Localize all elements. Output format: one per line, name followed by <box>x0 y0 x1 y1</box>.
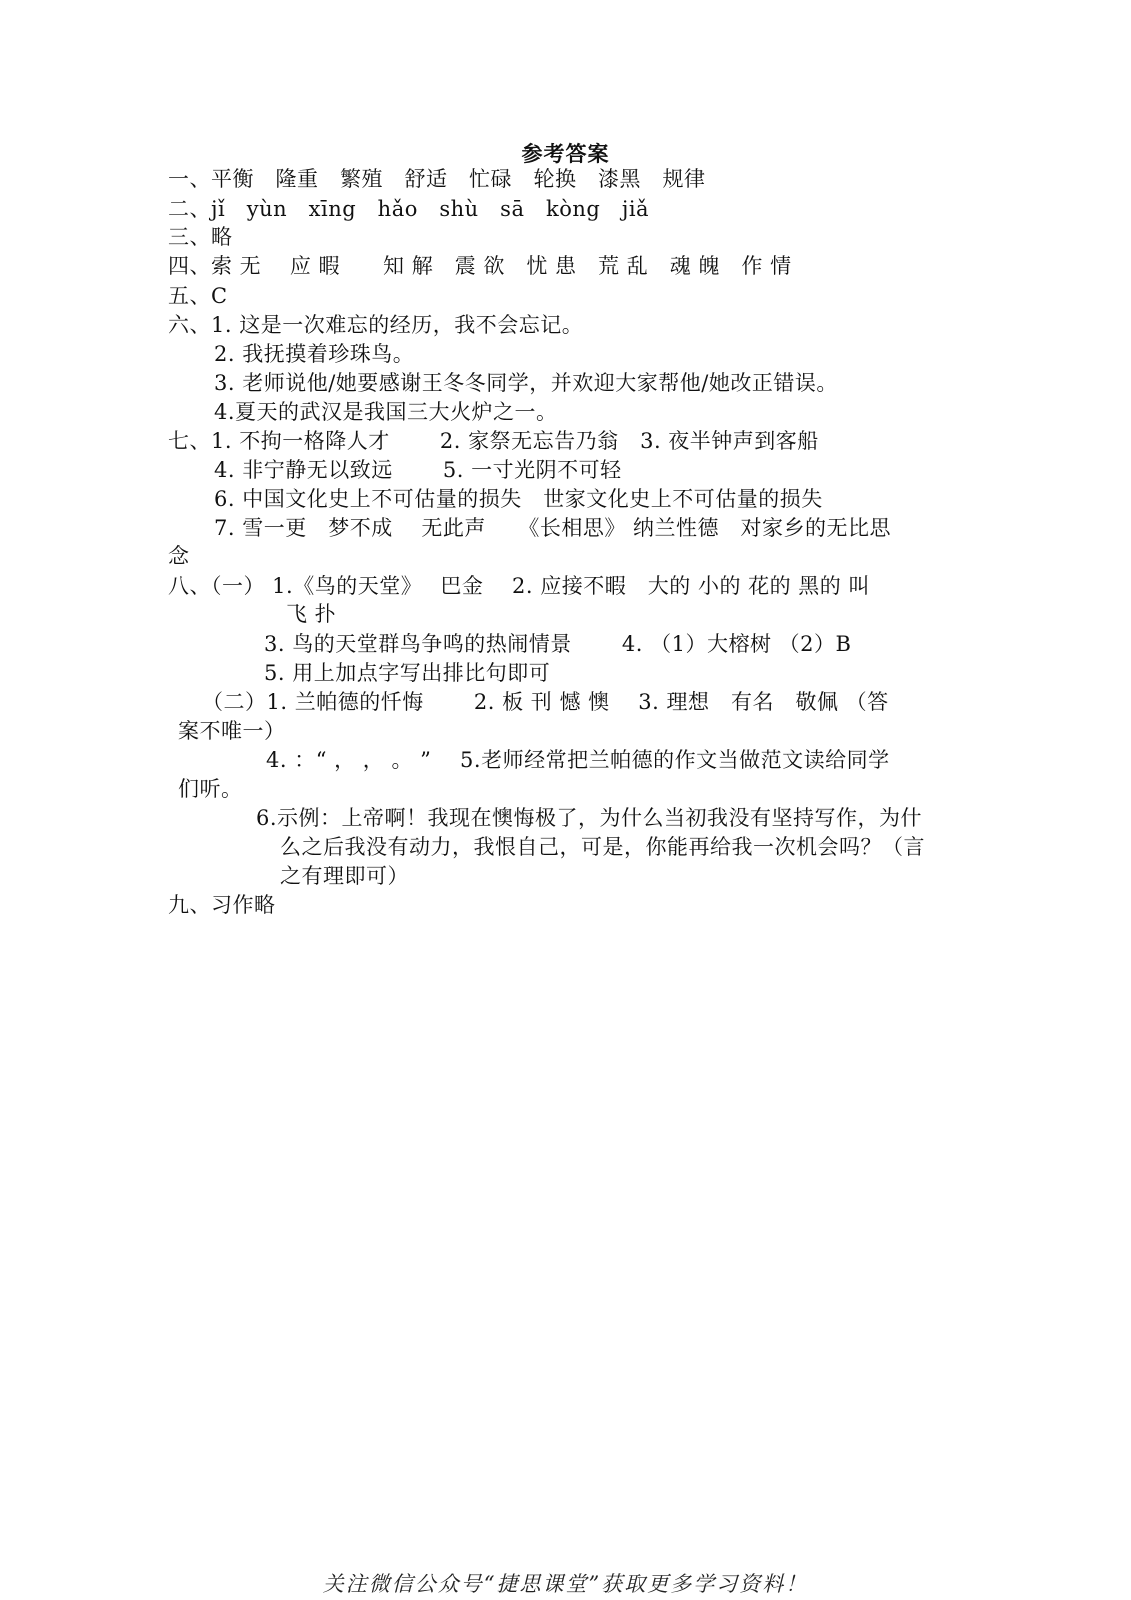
answer-line-10: 七、1. 不拘一格降人才 2. 家祭无忘告乃翁 3. 夜半钟声到客船 <box>168 429 819 453</box>
answer-line-4: 四、索 无 应 暇 知 解 震 欲 忧 患 荒 乱 魂 魄 作 情 <box>168 254 792 278</box>
page-title: 参考答案 <box>521 141 610 166</box>
answer-line-23: 6.示例：上帝啊！我现在懊悔极了，为什么当初我没有坚持写作，为什 <box>256 806 923 830</box>
answer-line-17: 3. 鸟的天堂群鸟争鸣的热闹情景 4. （1）大榕树 （2）B <box>264 632 852 656</box>
answer-line-20: 案不唯一） <box>178 719 286 743</box>
answer-line-22: 们听。 <box>178 777 243 801</box>
answer-line-11: 4. 非宁静无以致远 5. 一寸光阴不可轻 <box>214 458 622 482</box>
answer-line-24: 么之后我没有动力，我恨自己，可是，你能再给我一次机会吗？（言 <box>280 835 925 859</box>
answer-line-8: 3. 老师说他/她要感谢王冬冬同学，并欢迎大家帮他/她改正错误。 <box>214 371 838 395</box>
answer-line-15: 八、（一） 1.《鸟的天堂》 巴金 2. 应接不暇 大的 小的 花的 黑的 叫 <box>168 574 870 598</box>
answer-line-13: 7. 雪一更 梦不成 无此声 《长相思》 纳兰性德 对家乡的无比思 <box>214 516 892 540</box>
answer-line-16: 飞 扑 <box>286 602 337 626</box>
answer-line-5: 五、C <box>168 284 228 308</box>
answer-line-1: 一、平衡 隆重 繁殖 舒适 忙碌 轮换 漆黑 规律 <box>168 167 706 191</box>
answer-line-21: 4. ：“ ， ， 。 ” 5.老师经常把兰帕德的作文当做范文读给同学 <box>266 748 890 772</box>
answer-line-19: （二）1. 兰帕德的忏悔 2. 板 刊 憾 懊 3. 理想 有名 敬佩 （答 <box>202 690 889 714</box>
answer-line-3: 三、略 <box>168 225 233 249</box>
answer-line-25: 之有理即可） <box>280 864 409 888</box>
answer-line-14: 念 <box>168 544 190 568</box>
answer-line-6: 六、1. 这是一次难忘的经历，我不会忘记。 <box>168 313 584 337</box>
answer-line-7: 2. 我抚摸着珍珠鸟。 <box>214 342 415 366</box>
answer-line-12: 6. 中国文化史上不可估量的损失 世家文化史上不可估量的损失 <box>214 487 823 511</box>
answer-line-2: 二、jǐ yùn xīng hǎo shù sā kòng jiǎ <box>168 197 650 221</box>
answer-line-26: 九、习作略 <box>168 893 276 917</box>
footer-promo-text: 关注微信公众号“捷思课堂”获取更多学习资料！ <box>322 1572 809 1596</box>
answer-line-9: 4.夏天的武汉是我国三大火炉之一。 <box>214 400 558 424</box>
answer-line-18: 5. 用上加点字写出排比句即可 <box>264 661 551 685</box>
